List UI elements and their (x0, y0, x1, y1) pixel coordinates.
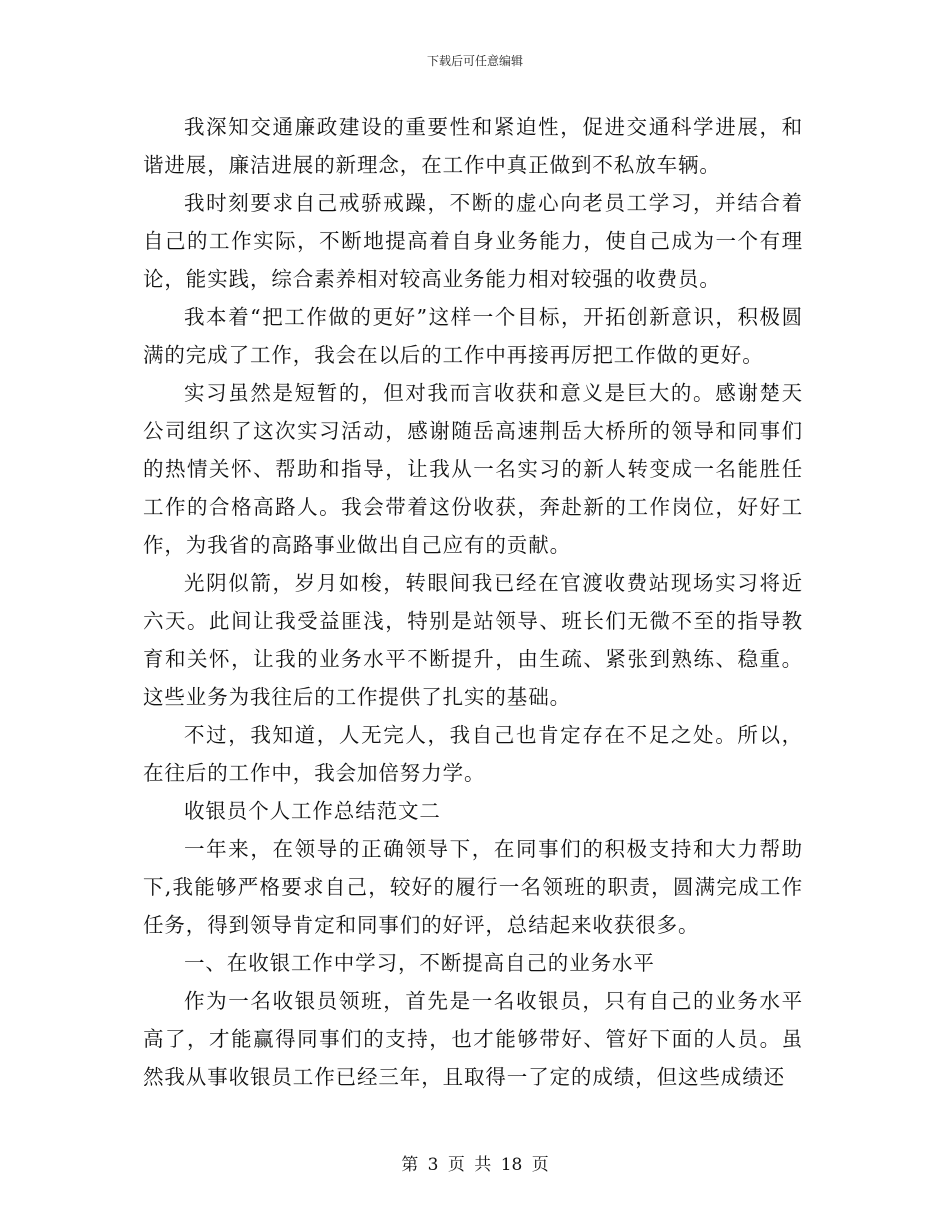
page-number: 第 3 页 共 18 页 (401, 1155, 549, 1175)
section-title: 收银员个人工作总结范文二 (184, 799, 441, 823)
paragraph: 不过，我知道，人无完人，我自己也肯定存在不足之处。所以，在往后的工作中，我会加倍努力学。 (143, 723, 803, 785)
page-header: 下载后可任意编辑 (426, 54, 523, 68)
paragraph: 我深知交通廉政建设的重要性和紧迫性，促进交通科学进展，和谐进展，廉洁进展的新理念，在工作中真正做到不私放车辆。 (143, 115, 803, 177)
paragraph: 光阴似箭，岁月如梭，转眼间我已经在官渡收费站现场实习将近六天。此间让我受益匪浅，特别是站领导、班长们无微不至的指导教育和关怀，让我的业务水平不断提升，由生疏、紧张到熟练、稳重。这些业务为我往后的工作提供了扎实的基础。 (143, 571, 803, 709)
paragraph: 作为一名收银员领班，首先是一名收银员，只有自己的业务水平高了，才能赢得同事们的支持，也才能够带好、管好下面的人员。虽然我从事收银员工作已经三年，且取得一了定的成绩，但这些成绩还 (143, 989, 803, 1089)
paragraph: 一年来，在领导的正确领导下，在同事们的积极支持和大力帮助下,我能够严格要求自己，较好的履行一名领班的职责，圆满完成工作任务，得到领导肯定和同事们的好评，总结起来收获很多。 (143, 837, 803, 937)
paragraph: 我时刻要求自己戒骄戒躁，不断的虚心向老员工学习，并结合着自己的工作实际，不断地提高着自身业务能力，使自己成为一个有理论，能实践，综合素养相对较高业务能力相对较强的收费员。 (143, 191, 803, 291)
document-body (143, 108, 803, 1096)
paragraph: 我本着“把工作做的更好”这样一个目标，开拓创新意识，积极圆满的完成了工作，我会在以后的工作中再接再厉把工作做的更好。 (143, 305, 803, 367)
paragraph: 实习虽然是短暂的，但对我而言收获和意义是巨大的。感谢楚天公司组织了这次实习活动，感谢随岳高速荆岳大桥所的领导和同事们的热情关怀、帮助和指导，让我从一名实习的新人转变成一名能胜任工作的合格高路人。我会带着这份收获，奔赴新的工作岗位，好好工作，为我省的高路事业做出自己应有的贡献。 (143, 381, 803, 557)
section-heading: 一、在收银工作中学习，不断提高自己的业务水平 (184, 951, 655, 975)
